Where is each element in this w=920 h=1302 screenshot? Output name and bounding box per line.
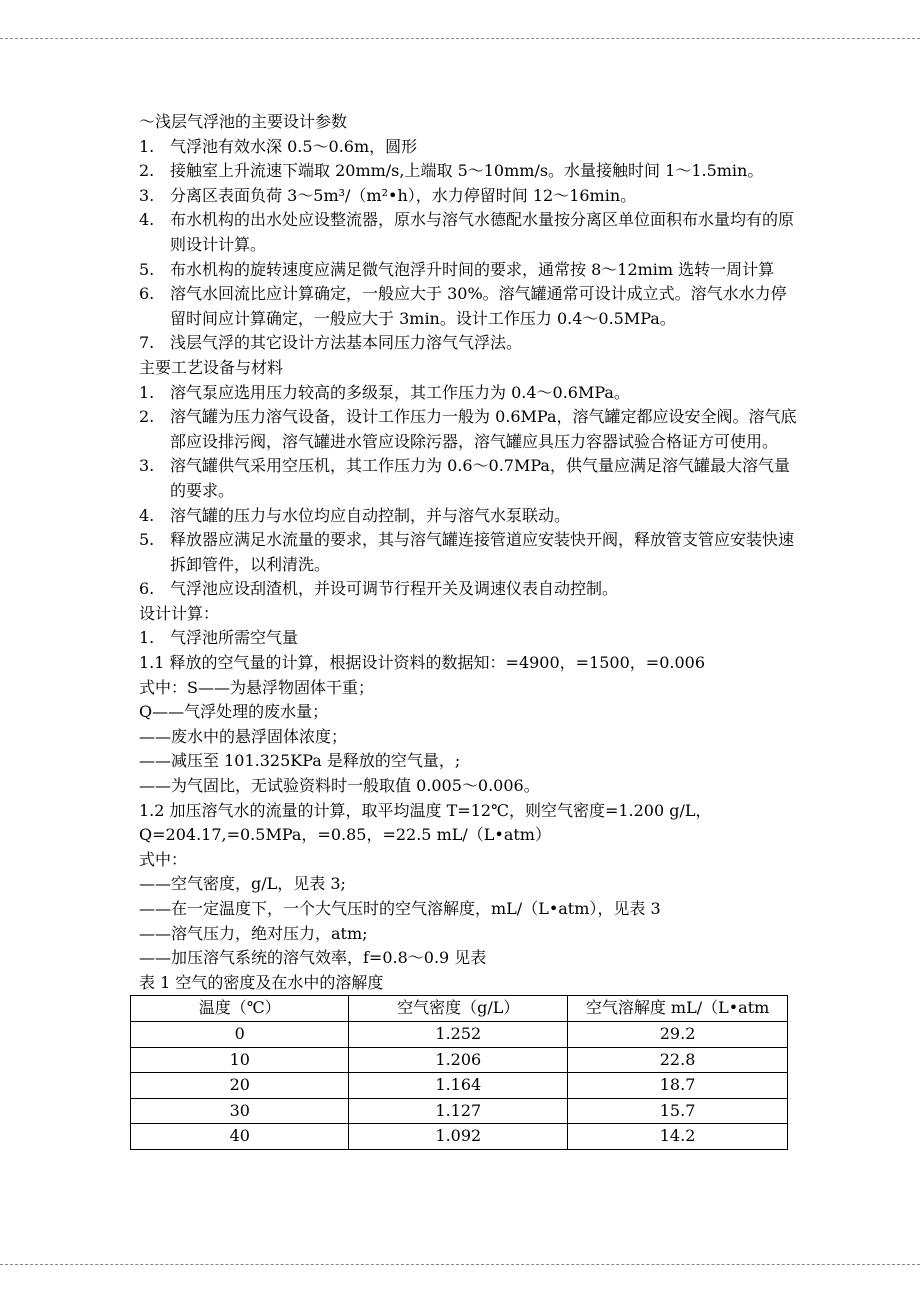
table-cell: 22.8 xyxy=(568,1047,788,1073)
table-row xyxy=(131,1021,788,1047)
list-item-text: 布水机构的出水处应设整流器，原水与溶气水德配水量按分离区单位面积布水量均有的原则设计计算。 xyxy=(170,210,795,254)
list-item xyxy=(139,331,799,356)
calculation-line: ——空气密度，g/L，见表 3; xyxy=(139,874,346,894)
table-cell: 1.252 xyxy=(349,1021,568,1047)
list-item xyxy=(139,208,799,257)
list-item xyxy=(139,282,799,331)
list-item xyxy=(139,258,799,283)
list-item-text: 溶气泵应选用压力较高的多级泵，其工作压力为 0.4～0.6MPa。 xyxy=(170,382,630,402)
list-item-number: 6. xyxy=(139,284,155,304)
list-item-number: 6. xyxy=(139,579,155,599)
list-item-text: 布水机构的旋转速度应满足微气泡浮升时间的要求，通常按 8～12mim 选转一周计算 xyxy=(170,259,775,279)
calculation-line: ——为气固比，无试验资料时一般取值 0.005～0.006。 xyxy=(139,776,540,796)
table-cell: 1.164 xyxy=(349,1073,568,1099)
table-row xyxy=(131,1073,788,1099)
table-cell: 29.2 xyxy=(568,1021,788,1047)
list-item-number: 7. xyxy=(139,333,155,353)
table-cell: 18.7 xyxy=(568,1073,788,1099)
calculation-line: ——在一定温度下，一个大气压时的空气溶解度，mL/（L•atm），见表 3 xyxy=(139,899,661,918)
list-item-number: 3. xyxy=(139,185,155,205)
table-cell: 1.206 xyxy=(349,1047,568,1073)
page-top-divider xyxy=(0,38,920,39)
calculation-line: ——废水中的悬浮固体浓度； xyxy=(139,726,348,746)
header-temperature: 温度（℃） xyxy=(131,996,349,1022)
list-item-number: 1. xyxy=(139,628,155,648)
list-item-text: 气浮池所需空气量 xyxy=(170,628,299,648)
table-row xyxy=(131,1047,788,1073)
list-item xyxy=(139,454,799,503)
equipment-list xyxy=(139,381,799,602)
list-item-number: 4. xyxy=(139,505,155,525)
table-caption: 表 1 空气的密度及在水中的溶解度 xyxy=(139,972,384,992)
list-item xyxy=(139,504,799,529)
section-title-calculation: 设计计算： xyxy=(139,603,220,623)
list-item-text: 浅层气浮的其它设计方法基本同压力溶气气浮法。 xyxy=(170,333,523,353)
list-item-number: 5. xyxy=(139,259,155,279)
calculation-line: 1.2 加压溶气水的流量的计算，取平均温度 T=12℃，则空气密度=1.200 g/L， xyxy=(139,800,712,820)
calculation-line: ——加压溶气系统的溶气效率，f=0.8～0.9 见表 xyxy=(139,948,487,968)
calculation-line: ——溶气压力，绝对压力，atm; xyxy=(139,923,368,943)
table-cell: 10 xyxy=(131,1047,349,1073)
list-item-text: 溶气水回流比应计算确定，一般应大于 30%。溶气罐通常可设计成立式。溶气水水力停留时间应计算确定，一般应大于 3min。设计工作压力 0.4～0.5MPa。 xyxy=(170,284,787,328)
list-item-number: 5. xyxy=(139,530,155,550)
calculation-line: 1.1 释放的空气量的计算，根据设计资料的数据知：=4900，=1500，=0.006 xyxy=(139,653,705,673)
table-row xyxy=(131,1098,788,1124)
list-item-text: 气浮池应设刮渣机，并设可调节行程开关及调速仪表自动控制。 xyxy=(170,579,619,599)
table-cell: 0 xyxy=(131,1021,349,1047)
table-cell: 1.092 xyxy=(349,1124,568,1150)
list-item-text: 溶气罐为压力溶气设备，设计工作压力一般为 0.6MPa，溶气罐定都应设安全阀。溶气底部应设排污阀，溶气罐进水管应设除污器，溶气罐应具压力容器试验合格证方可使用。 xyxy=(170,407,797,451)
list-item-text: 接触室上升流速下端取 20mm/s,上端取 5～10mm/s。水量接触时间 1～1.5min。 xyxy=(170,161,764,181)
list-item xyxy=(139,405,799,454)
table-cell: 1.127 xyxy=(349,1098,568,1124)
list-item-number: 2. xyxy=(139,407,155,427)
list-item-number: 1. xyxy=(139,382,155,402)
list-item-number: 1. xyxy=(139,136,155,156)
list-item xyxy=(139,381,799,406)
parameters-list xyxy=(139,135,799,356)
table-cell: 30 xyxy=(131,1098,349,1124)
list-item xyxy=(139,528,799,577)
document-body xyxy=(139,110,799,1150)
table-cell: 40 xyxy=(131,1124,349,1150)
calculation-line: Q——气浮处理的废水量； xyxy=(139,702,329,722)
list-item-text: 溶气罐的压力与水位均应自动控制，并与溶气水泵联动。 xyxy=(170,505,571,525)
list-item xyxy=(139,184,799,209)
calculation-line: 式中： xyxy=(139,849,188,869)
page-bottom-divider xyxy=(0,1264,920,1265)
calculation-line: Q=204.17,=0.5MPa，=0.85，=22.5 mL/（L•atm） xyxy=(139,825,551,845)
list-item-number: 4. xyxy=(139,210,155,230)
table-row xyxy=(131,1124,788,1150)
list-item-number: 2. xyxy=(139,161,155,181)
table-cell: 15.7 xyxy=(568,1098,788,1124)
list-item-text: 分离区表面负荷 3～5m³/（m²•h），水力停留时间 12～16min。 xyxy=(170,185,637,205)
list-item-text: 释放器应满足水流量的要求，其与溶气罐连接管道应安装快开阀，释放管支管应安装快速拆卸管件，以利清洗。 xyxy=(170,530,795,574)
table-cell: 20 xyxy=(131,1073,349,1099)
calculation-line: 式中：S——为悬浮物固体干重； xyxy=(139,677,374,697)
list-item xyxy=(139,626,799,651)
list-item xyxy=(139,135,799,160)
list-item xyxy=(139,577,799,602)
list-item-number: 3. xyxy=(139,456,155,476)
section-title-parameters: ～浅层气浮池的主要设计参数 xyxy=(139,112,348,131)
air-density-table xyxy=(130,995,788,1150)
list-item-text: 气浮池有效水深 0.5～0.6m，圆形 xyxy=(170,136,418,156)
table-header-row xyxy=(131,996,788,1022)
list-item-text: 溶气罐供气采用空压机，其工作压力为 0.6～0.7MPa，供气量应满足溶气罐最大溶气量的要求。 xyxy=(170,456,790,500)
calculation-lines xyxy=(139,651,799,971)
calculation-line: ——减压至 101.325KPa 是释放的空气量，; xyxy=(139,751,461,771)
header-solubility: 空气溶解度 mL/（L•atm xyxy=(568,996,788,1022)
list-item xyxy=(139,159,799,184)
section-title-equipment: 主要工艺设备与材料 xyxy=(139,357,284,377)
header-density: 空气密度（g/L） xyxy=(349,996,568,1022)
table-cell: 14.2 xyxy=(568,1124,788,1150)
